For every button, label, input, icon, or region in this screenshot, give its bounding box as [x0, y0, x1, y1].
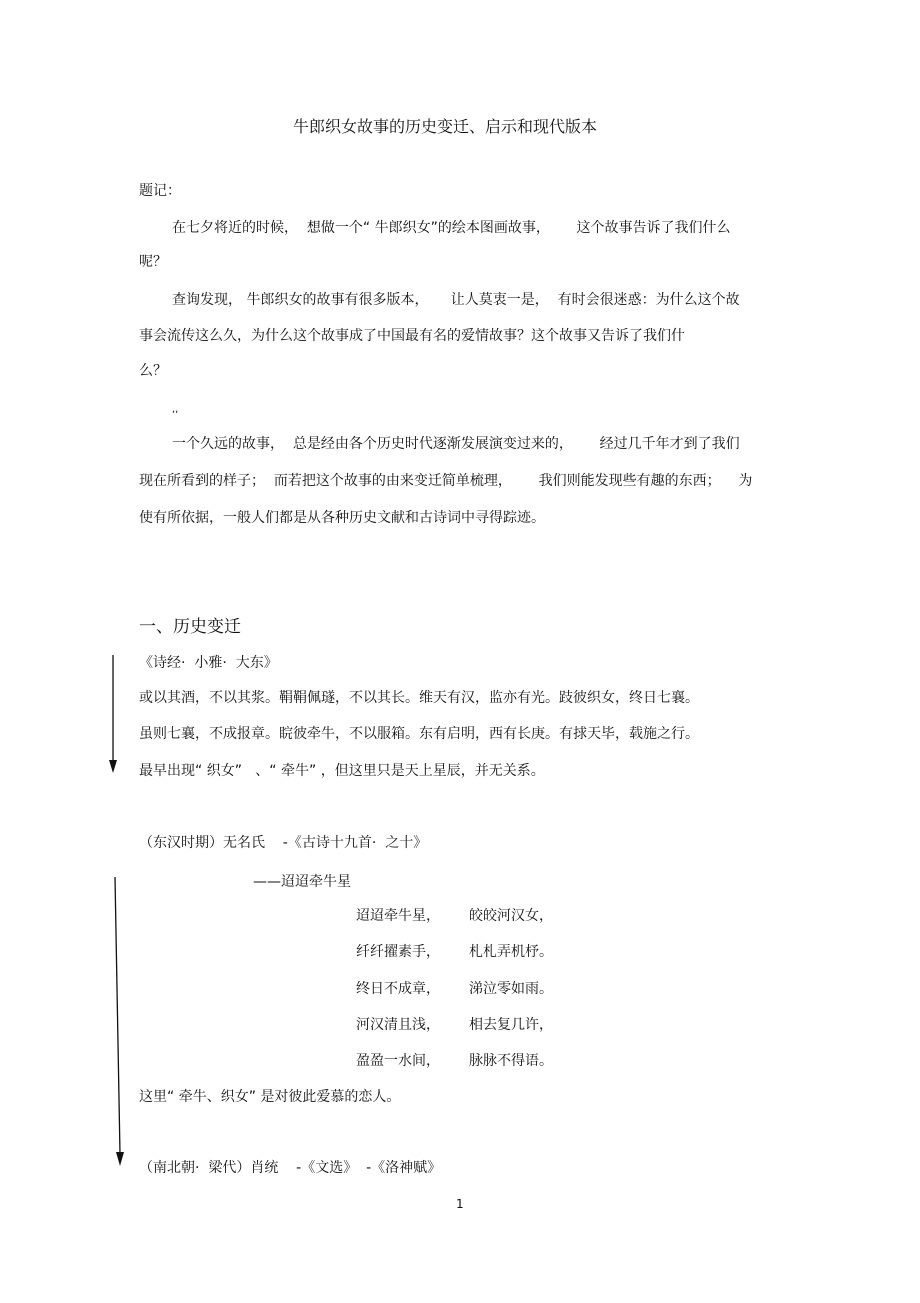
note-text: 最早出现“ 织女” 、“ 牵牛” ，但这里只是天上星辰，并无关系。 [139, 763, 545, 779]
paragraph-line: 么？ [139, 363, 167, 379]
poem-line: 脉脉不得语。 [469, 1053, 553, 1069]
preface-label: 题记： [139, 183, 181, 199]
poem-line: 河汉清且浅， [356, 1017, 440, 1033]
paragraph-mark: ,, [172, 404, 179, 415]
poem-line: 或以其酒，不以其浆。鞙鞙佩璲，不以其长。维天有汉，监亦有光。跂彼织女，终日七襄。 [139, 690, 699, 706]
poem-line: 迢迢牵牛星， [356, 908, 440, 924]
poem-line: 涕泣零如雨。 [469, 981, 553, 997]
source-shijing: 《诗经· 小雅· 大东》 [139, 655, 278, 671]
poem-line: 皎皎河汉女， [469, 908, 553, 924]
poem-line: 盈盈一水间， [356, 1053, 440, 1069]
paragraph-line: 使有所依据，一般人们都是从各种历史文献和古诗词中寻得踪迹。 [139, 510, 545, 526]
paragraph-line: 事会流传这么久，为什么这个故事成了中国最有名的爱情故事？这个故事又告诉了我们什 [139, 328, 685, 344]
poem-line: 虽则七襄，不成报章。睆彼牵牛，不以服箱。东有启明，西有长庚。有捄天毕，载施之行。 [139, 726, 699, 742]
source-nanbei: （南北朝· 梁代）肖统 -《文选》 -《洛神赋》 [139, 1160, 442, 1176]
poem-line: 终日不成章， [356, 981, 440, 997]
page-number: 1 [456, 1197, 464, 1211]
section-heading: 一、历史变迁 [139, 617, 241, 637]
arrow-down-icon [109, 655, 117, 773]
poem-subtitle: ——迢迢牵牛星 [253, 874, 351, 890]
source-gushi: （东汉时期）无名氏 -《古诗十九首· 之十》 [139, 835, 428, 851]
paragraph-line: 呢？ [139, 254, 167, 270]
poem-line: 札札弄机杼。 [469, 944, 553, 960]
poem-line: 纤纤擢素手， [356, 944, 440, 960]
paragraph-line: 查询发现， 牛郎织女的故事有很多版本， 让人莫衷一是， 有时会很迷惑：为什么这个故 [172, 292, 740, 308]
document-title: 牛郎织女故事的历史变迁、启示和现代版本 [292, 117, 597, 136]
paragraph-line: 一个久远的故事， 总是经由各个历史时代逐渐发展演变过来的， 经过几千年才到了我们 [172, 436, 740, 452]
paragraph-line: 在七夕将近的时候， 想做一个“ 牛郎织女”的绘本图画故事， 这个故事告诉了我们什么 [172, 220, 731, 236]
arrow-down-icon [115, 877, 124, 1166]
note-text: 这里“ 牵牛、织女” 是对彼此爱慕的恋人。 [139, 1089, 401, 1105]
poem-line: 相去复几许， [469, 1017, 553, 1033]
paragraph-line: 现在所看到的样子； 而若把这个故事的由来变迁简单梳理， 我们则能发现些有趣的东西； 为 [139, 473, 753, 489]
